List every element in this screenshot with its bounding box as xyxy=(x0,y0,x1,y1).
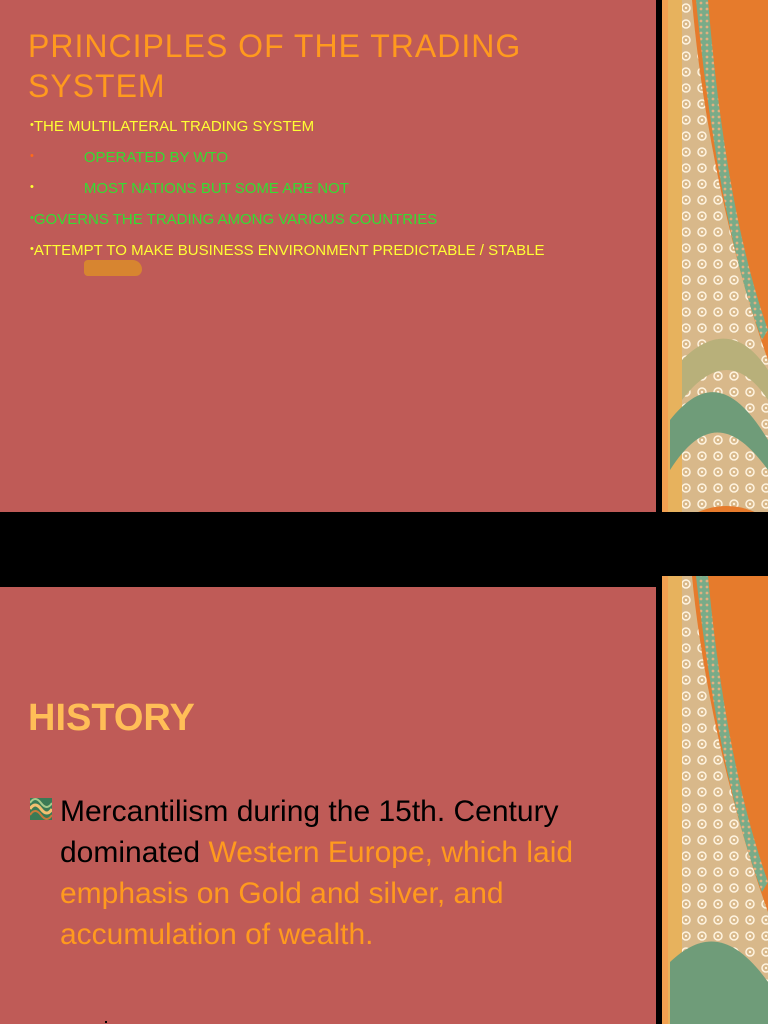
history-paragraph xyxy=(60,791,640,955)
slide-title: HISTORY xyxy=(28,697,195,739)
bullet-list xyxy=(30,118,545,273)
drape-art xyxy=(662,512,768,1024)
tiny-mark xyxy=(105,1021,107,1023)
bullet-item xyxy=(30,180,545,211)
slide-panel xyxy=(0,0,656,512)
bullet-text: OPERATED BY WTO xyxy=(33,149,229,166)
bullet-marker: • xyxy=(30,150,34,162)
bullet-marker: • xyxy=(30,243,34,255)
slide-title: PRINCIPLES OF THE TRADING SYSTEM xyxy=(28,28,522,104)
decorative-drape xyxy=(656,512,768,1024)
slide-history xyxy=(0,512,768,1024)
paragraph-highlight-text: Western Europe, which laid emphasis on Gold and silver, and accumulation of wealth. xyxy=(60,836,574,951)
bullet-text: GOVERNS THE TRADING AMONG VARIOUS COUNTRIES xyxy=(33,211,438,228)
bullet-icon xyxy=(30,798,52,820)
bullet-item xyxy=(30,211,545,242)
bullet-text: ATTEMPT TO MAKE BUSINESS ENVIRONMENT PREDICTABLE / STABLE xyxy=(33,242,545,259)
bullet-text: MOST NATIONS BUT SOME ARE NOT xyxy=(33,180,349,197)
decorative-drape xyxy=(656,0,768,512)
bullet-item xyxy=(30,118,545,149)
drape-art xyxy=(662,0,768,512)
bullet-text: THE MULTILATERAL TRADING SYSTEM xyxy=(33,118,315,135)
bullet-item xyxy=(30,149,545,180)
bullet-marker: • xyxy=(30,119,34,131)
bullet-marker: • xyxy=(30,181,34,193)
slide-panel xyxy=(0,587,656,1024)
bullet-marker: • xyxy=(30,212,34,224)
brush-smudge xyxy=(84,260,142,276)
paragraph-black-text: Mercantilism during the 15th. Century dominated xyxy=(60,795,559,869)
